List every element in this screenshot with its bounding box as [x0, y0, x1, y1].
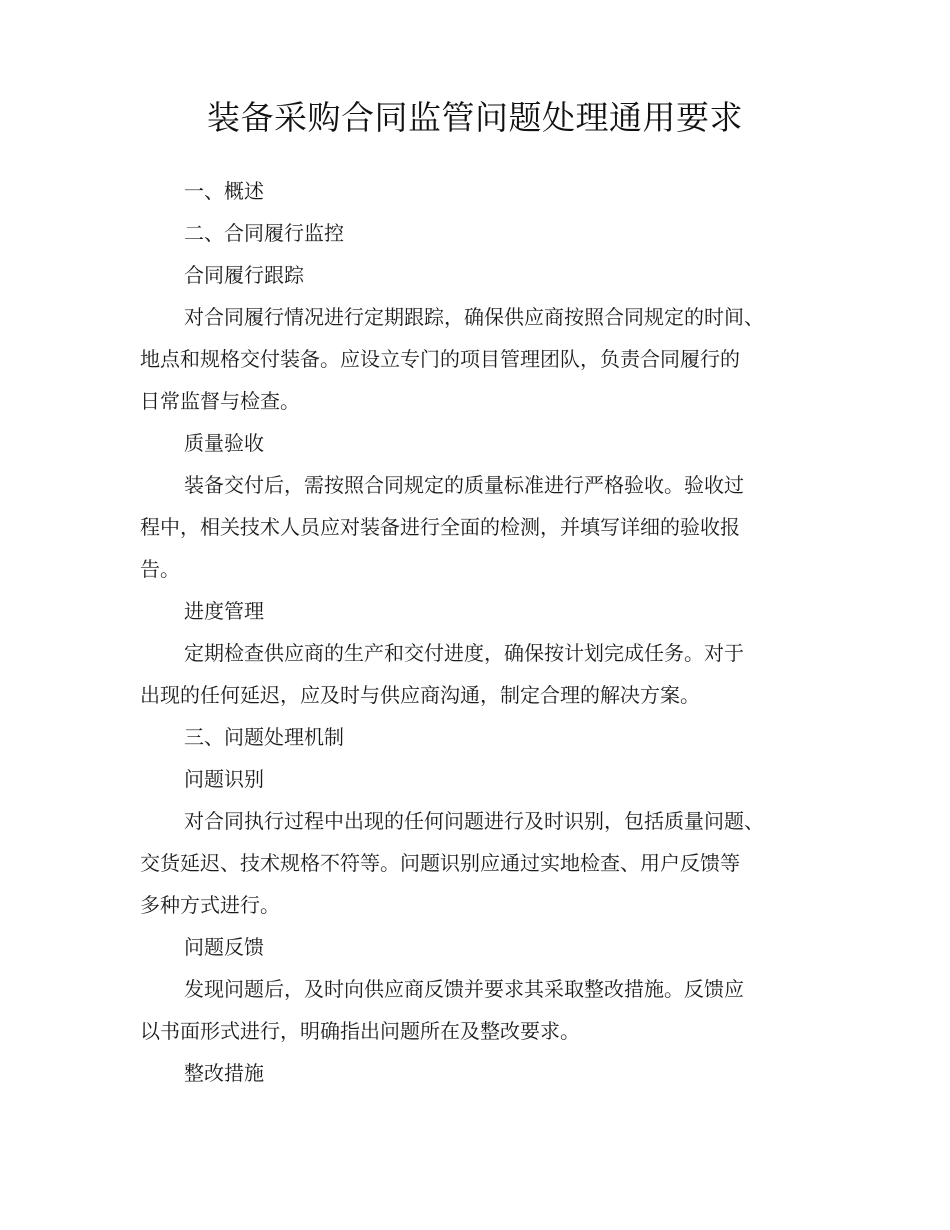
section-heading-overview: 一、概述 [184, 179, 264, 203]
document-body [140, 170, 840, 1094]
subheading-progress-management: 进度管理 [184, 599, 264, 623]
paragraph-line: 多种方式进行。 [140, 893, 280, 917]
paragraph-line: 出现的任何延迟，应及时与供应商沟通，制定合理的解决方案。 [140, 683, 700, 707]
section-heading-issue-handling: 三、问题处理机制 [184, 725, 344, 749]
subheading-issue-identification: 问题识别 [184, 767, 264, 791]
paragraph-line: 对合同履行情况进行定期跟踪，确保供应商按照合同规定的时间、 [184, 305, 764, 329]
paragraph-line: 日常监督与检查。 [140, 389, 300, 413]
paragraph-line: 告。 [140, 557, 180, 581]
paragraph-line: 装备交付后，需按照合同规定的质量标准进行严格验收。验收过 [184, 473, 744, 497]
paragraph-line: 程中，相关技术人员应对装备进行全面的检测，并填写详细的验收报 [140, 515, 740, 539]
subheading-issue-feedback: 问题反馈 [184, 935, 264, 959]
document-title: 装备采购合同监管问题处理通用要求 [207, 98, 743, 137]
paragraph-line: 发现问题后，及时向供应商反馈并要求其采取整改措施。反馈应 [184, 977, 744, 1001]
paragraph-line: 对合同执行过程中出现的任何问题进行及时识别，包括质量问题、 [184, 809, 764, 833]
section-heading-contract-monitoring: 二、合同履行监控 [184, 221, 344, 245]
paragraph-line: 交货延迟、技术规格不符等。问题识别应通过实地检查、用户反馈等 [140, 851, 740, 875]
subheading-corrective-measures: 整改措施 [184, 1061, 264, 1085]
paragraph-line: 地点和规格交付装备。应设立专门的项目管理团队，负责合同履行的 [140, 347, 740, 371]
subheading-contract-tracking: 合同履行跟踪 [184, 263, 304, 287]
paragraph-line: 以书面形式进行，明确指出问题所在及整改要求。 [140, 1019, 580, 1043]
paragraph-line: 定期检查供应商的生产和交付进度，确保按计划完成任务。对于 [184, 641, 744, 665]
subheading-quality-acceptance: 质量验收 [184, 431, 264, 455]
